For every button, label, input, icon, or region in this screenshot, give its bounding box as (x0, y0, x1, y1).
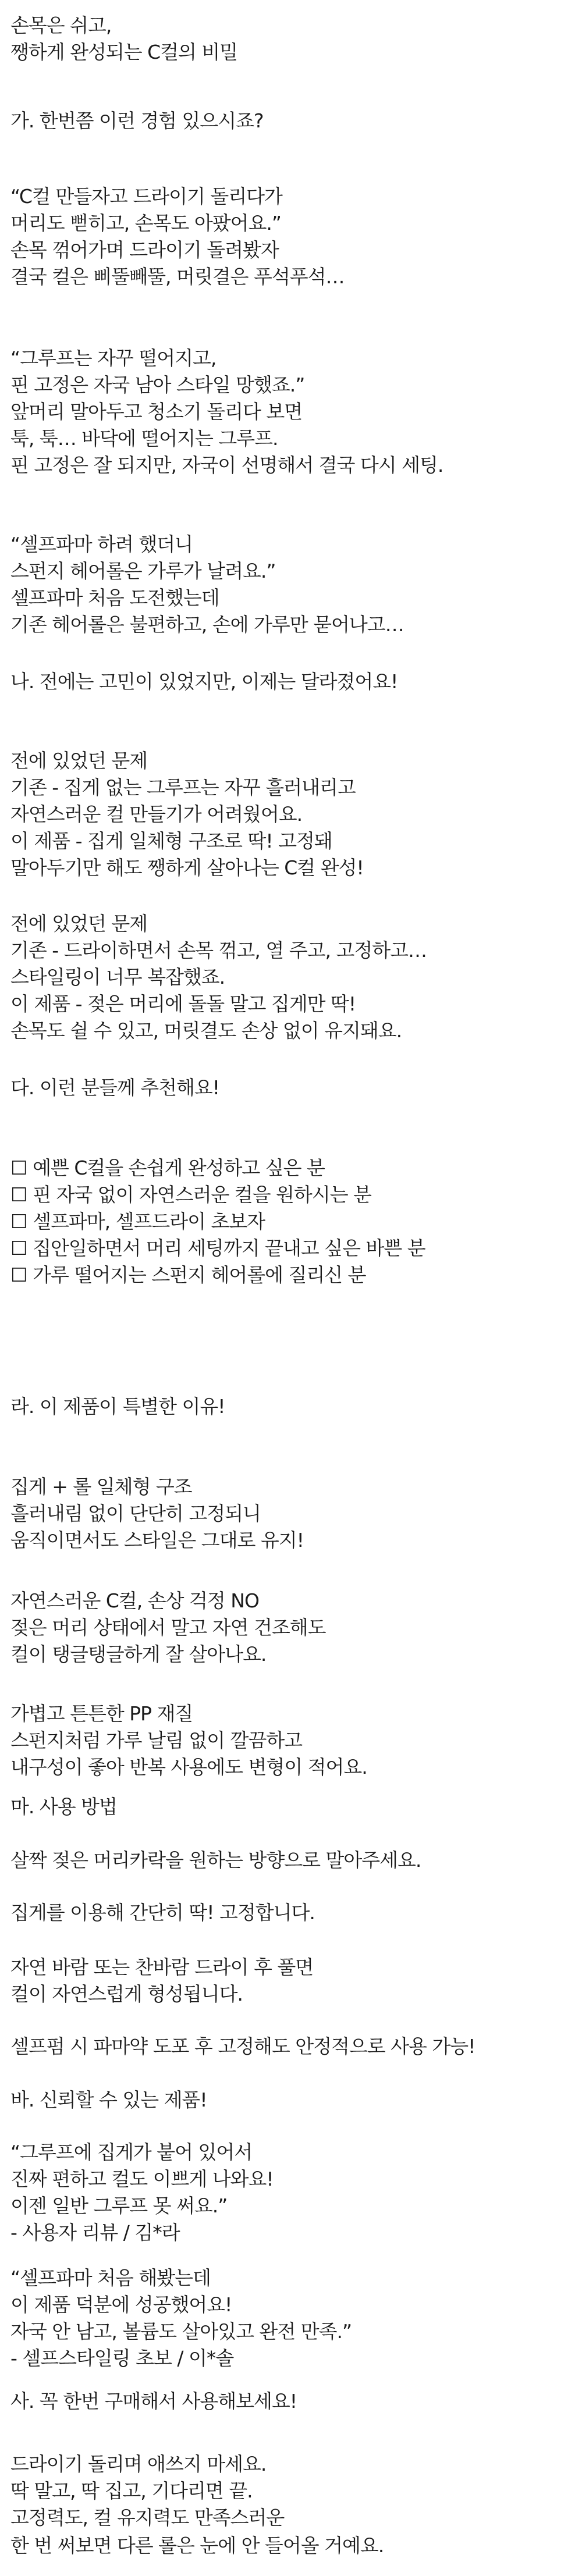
text-line: 자연스러운 C컬, 손상 걱정 NO (10, 1589, 259, 1612)
text-line: “셀프파마 처음 해봤는데 (10, 2267, 211, 2289)
text-line: 살짝 젖은 머리카락을 원하는 방향으로 말아주세요. (10, 1849, 421, 1871)
text-line: ☐ 예쁜 C컬을 손쉽게 완성하고 싶은 분 (10, 1157, 325, 1179)
text-line: ☐ 가루 떨어지는 스펀지 헤어롤에 질리신 분 (10, 1264, 366, 1286)
text-line: 스타일링이 너무 복잡했죠. (10, 966, 225, 988)
text-line: 말아두기만 해도 쨍하게 살아나는 C컬 완성! (10, 856, 364, 879)
text-line: 젖은 머리 상태에서 말고 자연 건조해도 (10, 1616, 326, 1639)
text-line: 쨍하게 완성되는 C컬의 비밀 (10, 41, 238, 63)
text-line: 스펀지 헤어롤은 가루가 날려요.” (10, 560, 276, 582)
text-line: 흘러내림 없이 단단히 고정되니 (10, 1502, 261, 1525)
text-line: 내구성이 좋아 반복 사용에도 변형이 적어요. (10, 1756, 367, 1778)
text-line: 자연 바람 또는 찬바람 드라이 후 풀면 (10, 1956, 314, 1979)
text-line: 기존 - 드라이하면서 손목 꺾고, 열 주고, 고정하고… (10, 939, 427, 962)
text-line: 집게 + 롤 일체형 구조 (10, 1475, 192, 1498)
text-line: “그루프는 자꾸 떨어지고, (10, 347, 217, 369)
text-line: 드라이기 돌리며 애쓰지 마세요. (10, 2453, 267, 2475)
text-line: 툭, 툭… 바닥에 떨어지는 그루프. (10, 427, 278, 450)
text-line: 자국 안 남고, 볼륨도 살아있고 완전 만족.” (10, 2320, 352, 2343)
text-line: 사. 꼭 한번 구매해서 사용해보세요! (10, 2390, 297, 2413)
text-line: 전에 있었던 문제 (10, 749, 148, 772)
text-line: 이 제품 - 젖은 머리에 돌돌 말고 집게만 딱! (10, 992, 356, 1015)
text-line: 이 제품 덕분에 성공했어요! (10, 2293, 232, 2316)
text-line: 핀 고정은 자국 남아 스타일 망했죠.” (10, 373, 305, 396)
text-line: 손목 꺾어가며 드라이기 돌려봤자 (10, 239, 279, 261)
text-line: ☐ 핀 자국 없이 자연스러운 컬을 원하시는 분 (10, 1183, 371, 1206)
text-line: 진짜 편하고 컬도 이쁘게 나와요! (10, 2168, 274, 2190)
text-line: 다. 이런 분들께 추천해요! (10, 1076, 219, 1099)
text-line: 마. 사용 방법 (10, 1795, 117, 1818)
text-line: “그루프에 집게가 붙어 있어서 (10, 2141, 253, 2164)
text-line: 컬이 탱글탱글하게 잘 살아나요. (10, 1643, 267, 1666)
text-line: 이 제품 - 집게 일체형 구조로 딱! 고정돼 (10, 830, 332, 852)
text-line: 손목은 쉬고, (10, 14, 112, 37)
text-line: 고정력도, 컬 유지력도 만족스러운 (10, 2506, 285, 2529)
text-line: 셀프파마 처음 도전했는데 (10, 586, 219, 609)
text-line: 컬이 자연스럽게 형성됩니다. (10, 1983, 243, 2005)
text-line: - 사용자 리뷰 / 김*라 (10, 2221, 180, 2244)
text-line: 움직이면서도 스타일은 그대로 유지! (10, 1529, 304, 1552)
text-line: 집게를 이용해 간단히 딱! 고정합니다. (10, 1901, 315, 1924)
text-line: 자연스러운 컬 만들기가 어려웠어요. (10, 803, 303, 826)
text-line: 앞머리 말아두고 청소기 돌리다 보면 (10, 400, 303, 423)
text-line: 기존 헤어롤은 불편하고, 손에 가루만 묻어나고… (10, 613, 404, 636)
text-line: 바. 신뢰할 수 있는 제품! (10, 2088, 207, 2111)
text-line: 가. 한번쯤 이런 경험 있으시죠? (10, 109, 264, 132)
text-line: “셀프파마 하려 했더니 (10, 533, 193, 556)
text-line: 머리도 뻗히고, 손목도 아팠어요.” (10, 212, 281, 234)
text-line: ☐ 집안일하면서 머리 세팅까지 끝내고 싶은 바쁜 분 (10, 1237, 425, 1259)
text-line: 손목도 쉴 수 있고, 머릿결도 손상 없이 유지돼요. (10, 1019, 402, 1042)
text-line: 전에 있었던 문제 (10, 912, 148, 935)
text-line: 핀 고정은 잘 되지만, 자국이 선명해서 결국 다시 세팅. (10, 454, 443, 476)
text-line: 라. 이 제품이 특별한 이유! (10, 1395, 225, 1418)
text-line: 딱 말고, 딱 집고, 기다리면 끝. (10, 2479, 253, 2502)
text-line: 한 번 써보면 다른 롤은 눈에 안 들어올 거예요. (10, 2534, 384, 2557)
text-line: “C컬 만들자고 드라이기 돌리다가 (10, 185, 282, 208)
text-line: 이젠 일반 그루프 못 써요.” (10, 2194, 228, 2217)
text-line: 결국 컬은 삐뚤빼뚤, 머릿결은 푸석푸석… (10, 265, 345, 288)
text-line: - 셀프스타일링 초보 / 이*솔 (10, 2347, 234, 2369)
text-line: 나. 전에는 고민이 있었지만, 이제는 달라졌어요! (10, 670, 398, 693)
text-line: 가볍고 튼튼한 PP 재질 (10, 1702, 193, 1725)
text-line: ☐ 셀프파마, 셀프드라이 초보자 (10, 1210, 265, 1233)
text-line: 셀프펌 시 파마약 도포 후 고정해도 안정적으로 사용 가능! (10, 2035, 475, 2058)
text-line: 스펀지처럼 가루 날림 없이 깔끔하고 (10, 1729, 303, 1752)
text-line: 기존 - 집게 없는 그루프는 자꾸 흘러내리고 (10, 776, 356, 799)
